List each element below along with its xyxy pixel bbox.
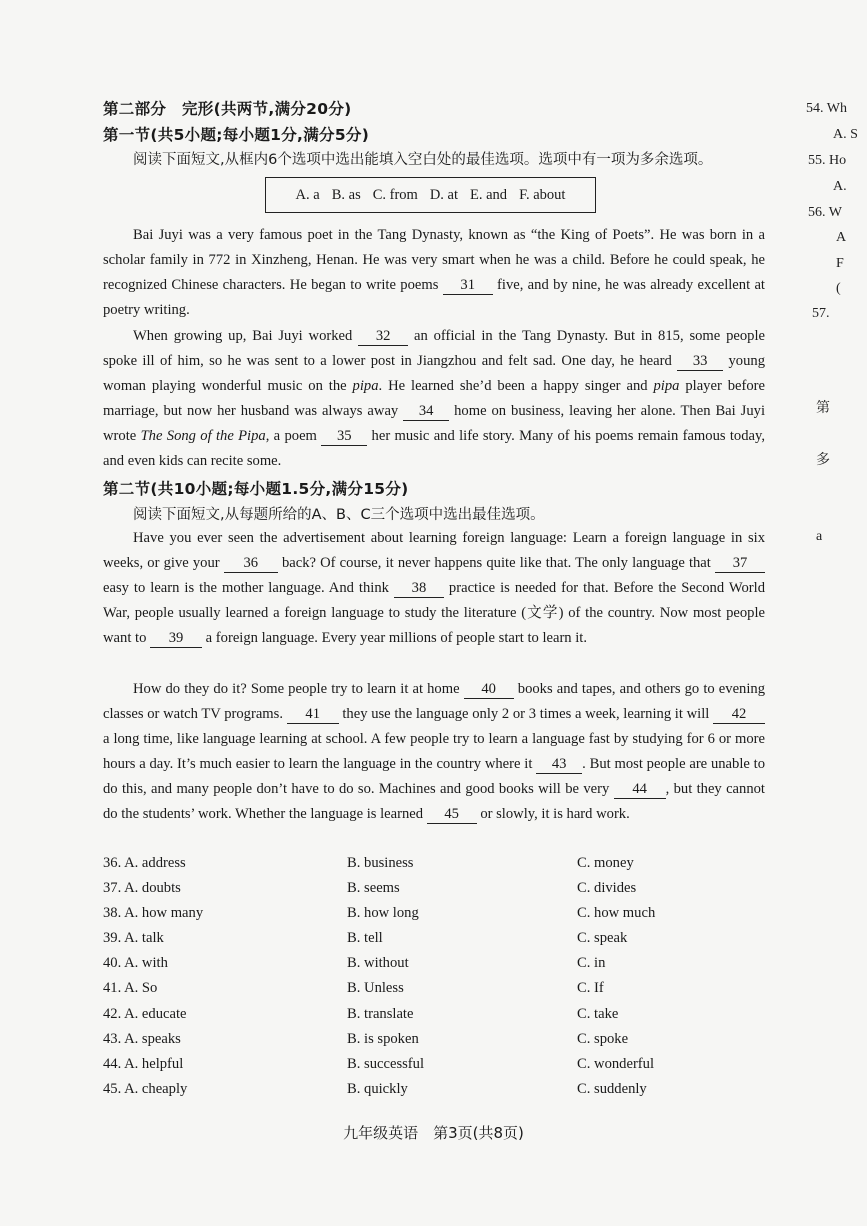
options-table	[103, 851, 765, 1102]
page-footer: 九年级英语 第3页(共8页)	[343, 1124, 524, 1142]
choice-item: D. at	[429, 186, 459, 203]
option-row: 37. A. doubts B. seems C. divides	[103, 880, 637, 897]
option-row: 43. A. speaks B. is spoken C. spoke	[103, 1030, 629, 1047]
blank-43: 43	[536, 755, 582, 774]
margin-fragment: 57.	[812, 306, 830, 321]
blank-32: 32	[358, 327, 408, 346]
margin-fragment: 56. W	[808, 205, 842, 220]
passage1-paragraph2: When growing up, Bai Juyi worked 32 an official in the Tang Dynasty. But in 815, some people spoke ill of him, so he was sent to a lower post in Jiangzhou and felt sad. One day, he heard 33 young woman playing wonderful music on the pipa. He learned she’d been a happy singer and pipa player before marriage, but now her husband was always away 34 home on business, leaving her alone. Then Bai Juyi wrote The Song of the Pipa, a poem 35 her music and life story. Many of his poems remain famous today, and even kids can recite some.	[103, 328, 766, 469]
margin-fragment: 55. Ho	[808, 153, 847, 168]
blank-45: 45	[427, 805, 477, 824]
blank-31: 31	[443, 276, 493, 295]
margin-fragment: A	[836, 230, 847, 245]
blank-36: 36	[224, 554, 278, 573]
margin-fragment: 多	[816, 453, 830, 468]
choice-item: B. as	[331, 186, 361, 203]
choice-item: A. a	[295, 186, 320, 203]
option-row: 36. A. address B. business C. money	[103, 855, 634, 871]
section2-instruction: 阅读下面短文,从每题所给的A、B、C三个选项中选出最佳选项。	[133, 507, 545, 523]
margin-fragment: A. S	[833, 127, 858, 142]
choice-item: C. from	[372, 186, 418, 203]
margin-fragment: (	[836, 281, 841, 296]
option-row: 44. A. helpful B. successful C. wonderful	[103, 1055, 655, 1072]
blank-42: 42	[713, 705, 765, 724]
option-row: 40. A. with B. without C. in	[103, 955, 606, 972]
blank-41: 41	[287, 705, 339, 724]
section1-heading: 第一节(共5小题;每小题1分,满分5分)	[103, 126, 370, 144]
blank-40: 40	[464, 680, 514, 699]
passage2-paragraph1: Have you ever seen the advertisement about learning foreign language: Learn a foreign language in six weeks, or give your 36 back? Of course, it never happens quite like that. The only language that 37 easy to learn is the mother language. And think 38 practice is needed for that. Before the Second World War, people usually learned a foreign language to study the literature (文学) of the country. Now most people want to 39 a foreign language. Every year millions of people start to learn it.	[103, 530, 765, 646]
section2-heading: 第二节(共10小题;每小题1.5分,满分15分)	[103, 480, 409, 498]
option-row: 38. A. how many B. how long C. how much	[103, 905, 656, 922]
option-row: 42. A. educate B. translate C. take	[103, 1005, 619, 1022]
margin-fragment: 54. Wh	[806, 101, 847, 116]
blank-37: 37	[715, 554, 765, 573]
blank-33: 33	[677, 352, 723, 371]
blank-39: 39	[150, 629, 202, 648]
part-heading: 第二部分 完形(共两节,满分20分)	[103, 100, 352, 118]
blank-38: 38	[394, 579, 444, 598]
option-row: 39. A. talk B. tell C. speak	[103, 930, 628, 947]
margin-fragment: a	[816, 529, 823, 544]
choice-item: E. and	[470, 186, 508, 203]
blank-44: 44	[614, 780, 666, 799]
blank-34: 34	[403, 402, 449, 421]
option-row: 45. A. cheaply B. quickly C. suddenly	[103, 1080, 647, 1097]
passage1-paragraph1: Bai Juyi was a very famous poet in the Tang Dynasty, known as “the King of Poets”. He was born in a scholar family in 772 in Xinzheng, Henan. He was very smart when he was a child. Before he could speak, he recognized Chinese characters. He began to write poems 31 five, and by nine, he was already excellent at poetry writing.	[103, 227, 765, 318]
choice-box	[265, 177, 596, 213]
margin-fragment: A.	[833, 179, 847, 194]
passage2-paragraph2: How do they do it? Some people try to learn it at home 40 books and tapes, and others go to evening classes or watch TV programs. 41 they use the language only 2 or 3 times a week, learning it will 42 a long time, like language learning at school. A few people try to learn a language fast by studying for 6 or more hours a day. It’s much easier to learn the language in the country where it 43 . But most people are unable to do this, and many people don’t have to do so. Machines and good books will be very 44 , but they cannot do the students’ work. Whether the language is learned 45 or slowly, it is hard work.	[103, 681, 765, 822]
margin-fragment: 第	[816, 401, 830, 416]
option-row: 41. A. So B. Unless C. If	[103, 980, 604, 997]
margin-fragment: F	[836, 256, 844, 271]
choice-item: F. about	[519, 186, 566, 203]
adjacent-page-margin	[806, 96, 867, 556]
blank-35: 35	[321, 427, 367, 446]
section1-instruction: 阅读下面短文,从框内6个选项中选出能填入空白处的最佳选项。选项中有一项为多余选项。	[133, 152, 713, 168]
